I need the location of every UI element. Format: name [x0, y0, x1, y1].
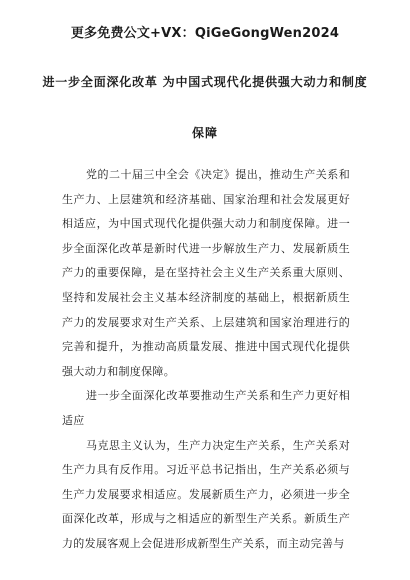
document-body [62, 163, 350, 557]
paragraph: 党的二十届三中全会《决定》提出，推动生产关系和生产力、上层建筑和经济基础、国家治理和社会发展更好相适应，为中国式现代化提供强大动力和制度保障。进一步全面深化改革是新时代进一步解放生产力、发展新质生产力的重要保障，是在坚持社会主义生产关系重大原则、坚持和发展社会主义基本经济制度的基础上，根据新质生产力的发展要求对生产关系、上层建筑和国家治理进行的完善和提升，为推动高质量发展、推进中国式现代化提供强大动力和制度保障。 [62, 168, 350, 378]
document-header: 更多免费公文+VX：QiGeGongWen2024 [70, 26, 340, 41]
document-title: 进一步全面深化改革 为中国式现代化提供强大动力和制度 [42, 75, 368, 89]
document-title-continuation: 保障 [191, 126, 218, 140]
paragraph: 马克思主义认为，生产力决定生产关系，生产关系对生产力具有反作用。习近平总书记指出，生产关系必须与生产力发展要求相适应。发展新质生产力，必须进一步全面深化改革，形成与之相适应的新型生产关系。新质生产力的发展客观上会促进形成新型生产关系，而主动完善与 [62, 438, 350, 550]
section-heading: 进一步全面深化改革要推动生产关系和生产力更好相适应 [62, 389, 350, 427]
